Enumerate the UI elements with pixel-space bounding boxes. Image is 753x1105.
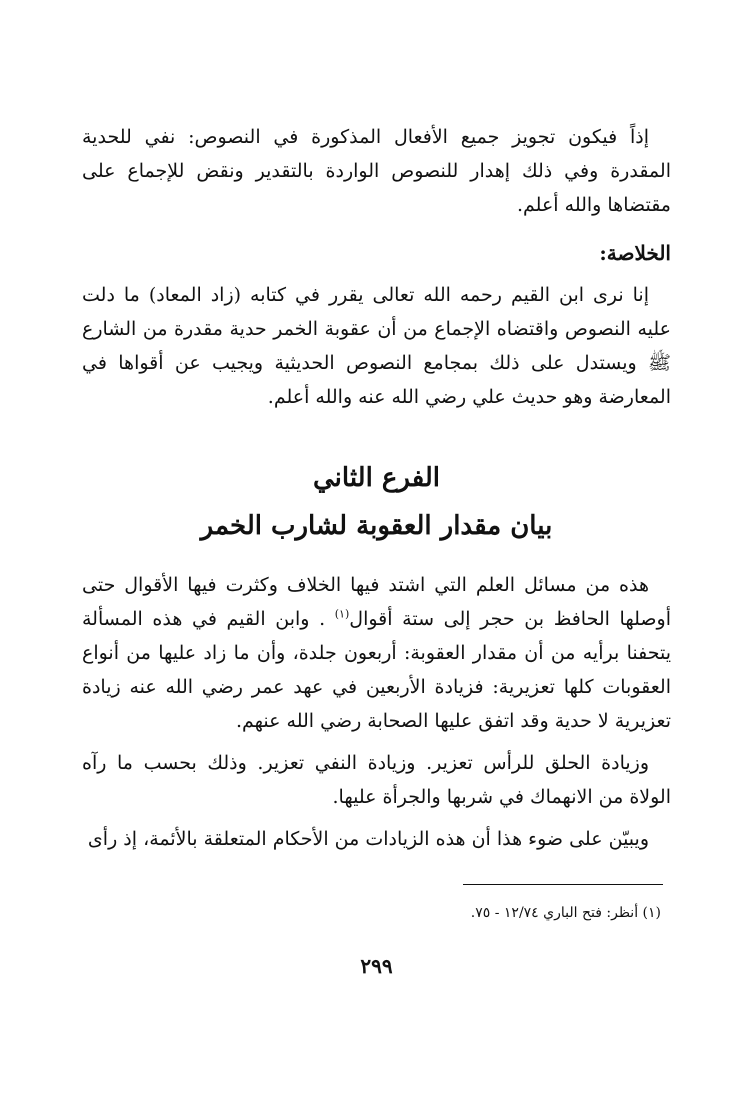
paragraph-text-part-1: هذه من مسائل العلم التي اشتد فيها الخلاف وكثرت فيها الأقوال حتى أوصلها الحافظ بن حجر إلى ستة أقوال xyxy=(82,574,671,630)
page-number: ٢٩٩ xyxy=(360,954,393,978)
paragraph-punishment-amount xyxy=(82,568,671,738)
paragraph-conclusion-intro: إذاً فيكون تجويز جميع الأفعال المذكورة في النصوص: نفي للحدية المقدرة وفي ذلك إهدار للنصوص الواردة بالتقدير ونقض للإجماع على مقتضاها والله أعلم. xyxy=(82,126,671,216)
footnote-separator xyxy=(463,884,663,885)
section-title-branch: الفرع الثاني xyxy=(312,463,441,493)
paragraph-text-part-2: . وابن القيم في هذه المسألة يتحفنا برأيه من أن مقدار العقوبة: أربعون جلدة، وأن ما زاد عليها من أنواع العقوبات كلها تعزيرية: فزيادة الأربعين في عهد عمر رضي الله عنه زيادة تعزيرية لا حدية وقد اتفق عليها الصحابة رضي الله عنهم. xyxy=(82,608,671,732)
paragraph-summary: إنا نرى ابن القيم رحمه الله تعالى يقرر في كتابه (زاد المعاد) ما دلت عليه النصوص واقتضاه الإجماع من أن عقوبة الخمر حدية مقدرة من الشارع ﷺ ويستدل على ذلك بمجامع النصوص الحديثية ويجيب عن أقواها في المعارضة وهو حديث علي رضي الله عنه والله أعلم. xyxy=(82,284,671,408)
section-title-topic: بيان مقدار العقوبة لشارب الخمر xyxy=(200,511,553,541)
footnote: (١) أنظر: فتح الباري ١٢/٧٤ - ٧٥. xyxy=(470,905,661,921)
paragraph-continuation: ويبيّن على ضوء هذا أن هذه الزيادات من الأحكام المتعلقة بالأئمة، إذ رأى xyxy=(87,828,649,850)
footnote-reference: (١) xyxy=(334,607,350,621)
summary-heading: الخلاصة: xyxy=(599,241,671,265)
paragraph-additional-penalties: وزيادة الحلق للرأس تعزير. وزيادة النفي تعزير. وذلك بحسب ما رآه الولاة من الانهماك في شربها والجرأة عليها. xyxy=(82,752,671,808)
page-body xyxy=(82,120,671,864)
